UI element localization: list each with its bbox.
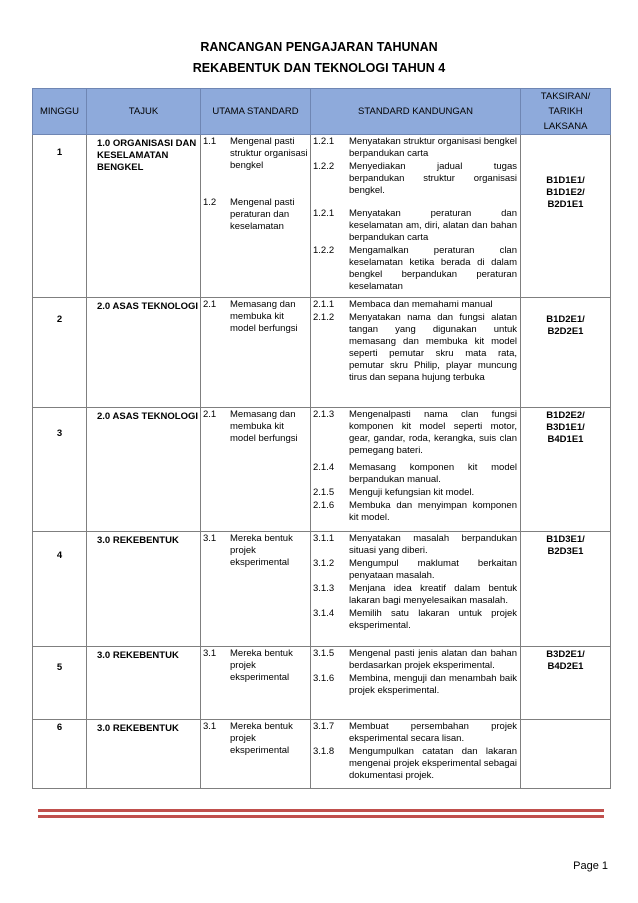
standard-number: 1.1 <box>203 136 217 147</box>
content-standard-cell <box>311 532 521 647</box>
table-row <box>33 408 611 532</box>
content-standard-number: 3.1.3 <box>313 583 335 594</box>
content-standard-text: Membuat persembahan projek eksperimental secara lisan. <box>349 721 517 744</box>
standard-text: Mengenal pasti struktur organisasi bengkel <box>230 136 308 171</box>
header-utama-standard: UTAMA STANDARD <box>201 89 311 135</box>
standard-item <box>201 135 310 172</box>
content-standard-text: Mengamalkan peraturan clan keselamatan ketika berada di dalam bengkel berpandukan peraturan keselamatan <box>349 245 517 292</box>
topic-cell: 3.0 REKEBENTUK <box>87 720 201 789</box>
content-standard-text: Mengenalpasti nama clan fungsi komponen kit model seperti motor, gear, gandar, roda, kerangka, suis clan pemegang bateri. <box>349 409 517 456</box>
footer-rule-bottom <box>38 815 604 818</box>
content-standard-item <box>311 311 520 384</box>
content-standard-number: 3.1.7 <box>313 721 335 732</box>
standard-text: Mereka bentuk projek eksperimental <box>230 648 293 683</box>
header-standard-kandungan: STANDARD KANDUNGAN <box>311 89 521 135</box>
content-standard-item <box>311 607 520 632</box>
standard-item <box>201 532 310 569</box>
assessment-cell <box>521 408 611 532</box>
content-standard-item <box>311 672 520 697</box>
content-standard-item <box>311 298 520 311</box>
standard-cell <box>201 720 311 789</box>
content-standard-number: 2.1.3 <box>313 409 335 420</box>
content-standard-cell <box>311 720 521 789</box>
week-cell: 5 <box>33 647 87 720</box>
content-standard-number: 3.1.1 <box>313 533 335 544</box>
week-cell: 4 <box>33 532 87 647</box>
content-standard-text: Menyatakan peraturan dan keselamatan am, diri, alatan dan bahan berpandukan carta <box>349 208 517 243</box>
assessment-code: B2D3E1 <box>547 546 584 557</box>
standard-cell <box>201 532 311 647</box>
content-standard-text: Mengumpul maklumat berkaitan penyataan masalah. <box>349 558 517 581</box>
standard-cell <box>201 408 311 532</box>
content-standard-text: Menyatakan nama dan fungsi alatan tangan yang digunakan untuk memasang dan membuka kit model seperti pemutar skru mata rata, pemutar skru Philip, playar muncung tirus dan sepana hujung terbuka <box>349 312 517 383</box>
content-standard-number: 2.1.6 <box>313 500 335 511</box>
week-cell: 1 <box>33 135 87 298</box>
assessment-code: B4D1E1 <box>547 434 584 445</box>
content-standard-item <box>311 720 520 745</box>
content-standard-item <box>311 207 520 244</box>
header-taksiran-line1: TAKSIRAN/ <box>540 91 591 102</box>
assessment-code: B1D2E1/ <box>546 314 585 325</box>
standard-text: Mereka bentuk projek eksperimental <box>230 533 293 568</box>
table-row <box>33 135 611 298</box>
standard-cell <box>201 135 311 298</box>
content-standard-text: Membuka dan menyimpan komponen kit model. <box>349 500 517 523</box>
week-cell: 3 <box>33 408 87 532</box>
assessment-cell <box>521 647 611 720</box>
standard-number: 2.1 <box>203 409 217 420</box>
content-standard-item <box>311 486 520 499</box>
content-standard-cell <box>311 298 521 408</box>
content-standard-text: Mengumpulkan catatan dan lakaran mengenai projek eksperimental sebagai dokumentasi projek. <box>349 746 517 781</box>
content-standard-number: 2.1.5 <box>313 487 335 498</box>
content-standard-item <box>311 160 520 197</box>
content-standard-number: 1.2.2 <box>313 161 335 172</box>
content-standard-number: 1.2.1 <box>313 136 335 147</box>
content-standard-text: Mengenal pasti jenis alatan dan bahan berdasarkan projek eksperimental. <box>349 648 517 671</box>
content-standard-number: 3.1.5 <box>313 648 335 659</box>
content-standard-item <box>311 244 520 293</box>
standard-item <box>201 298 310 335</box>
document-subtitle: REKABENTUK DAN TEKNOLOGI TAHUN 4 <box>192 61 446 75</box>
content-standard-number: 2.1.4 <box>313 462 335 473</box>
content-standard-cell <box>311 408 521 532</box>
standard-item <box>201 408 310 445</box>
standard-cell <box>201 298 311 408</box>
content-standard-number: 1.2.1 <box>313 208 335 219</box>
table-row <box>33 647 611 720</box>
content-standard-text: Memilih satu lakaran untuk projek eksperimental. <box>349 608 517 631</box>
standard-number: 2.1 <box>203 299 217 310</box>
content-standard-number: 3.1.8 <box>313 746 335 757</box>
content-standard-item <box>311 647 520 672</box>
standard-text: Memasang dan membuka kit model berfungsi <box>230 299 298 334</box>
assessment-cell <box>521 298 611 408</box>
standard-item <box>201 647 310 684</box>
content-standard-number: 2.1.1 <box>313 299 335 310</box>
assessment-code: B2D1E1 <box>547 199 584 210</box>
standard-number: 3.1 <box>203 721 217 732</box>
standard-text: Mengenal pasti peraturan dan keselamatan <box>230 197 295 232</box>
content-standard-item <box>311 499 520 524</box>
assessment-code: B3D2E1/ <box>546 649 585 660</box>
standard-item <box>201 720 310 757</box>
table-row <box>33 298 611 408</box>
topic-cell: 2.0 ASAS TEKNOLOGI <box>87 298 201 408</box>
content-standard-cell <box>311 647 521 720</box>
header-minggu: MINGGU <box>33 89 87 135</box>
table-row <box>33 532 611 647</box>
standard-text: Mereka bentuk projek eksperimental <box>230 721 293 756</box>
header-taksiran-line3: LAKSANA <box>543 121 588 132</box>
content-standard-text: Membina, menguji dan menambah baik projek eksperimental. <box>349 673 517 696</box>
content-standard-item <box>311 461 520 486</box>
content-standard-text: Menyatakan struktur organisasi bengkel berpandukan carta <box>349 136 517 159</box>
assessment-code: B1D1E2/ <box>546 187 585 198</box>
topic-cell: 3.0 REKEBENTUK <box>87 647 201 720</box>
content-standard-item <box>311 532 520 557</box>
standard-cell <box>201 647 311 720</box>
standard-number: 1.2 <box>203 197 217 208</box>
standard-number: 3.1 <box>203 533 217 544</box>
table-header-row <box>33 89 611 135</box>
assessment-cell <box>521 720 611 789</box>
standard-text: Memasang dan membuka kit model berfungsi <box>230 409 298 444</box>
document-title: RANCANGAN PENGAJARAN TAHUNAN <box>200 40 438 54</box>
content-standard-text: Memasang komponen kit model berpandukan manual. <box>349 462 517 485</box>
content-standard-text: Membaca dan memahami manual <box>349 299 493 310</box>
content-standard-cell <box>311 135 521 298</box>
teaching-plan-table <box>32 88 611 789</box>
header-tajuk: TAJUK <box>87 89 201 135</box>
content-standard-item <box>311 135 520 160</box>
week-cell: 2 <box>33 298 87 408</box>
standard-item <box>201 196 310 233</box>
topic-cell: 1.0 ORGANISASI DAN KESELAMATAN BENGKEL <box>87 135 201 298</box>
content-standard-item <box>311 745 520 782</box>
topic-cell: 3.0 REKEBENTUK <box>87 532 201 647</box>
content-standard-number: 3.1.4 <box>313 608 335 619</box>
week-cell: 6 <box>33 720 87 789</box>
page-number: Page 1 <box>573 860 608 872</box>
assessment-cell <box>521 135 611 298</box>
header-taksiran <box>521 89 611 135</box>
assessment-code: B3D1E1/ <box>546 422 585 433</box>
header-taksiran-line2: TARIKH <box>548 106 583 117</box>
topic-cell: 2.0 ASAS TEKNOLOGI <box>87 408 201 532</box>
assessment-code: B4D2E1 <box>547 661 584 672</box>
assessment-code: B1D2E2/ <box>546 410 585 421</box>
content-standard-text: Menyediakan jadual tugas berpandukan struktur organisasi bengkel. <box>349 161 517 196</box>
table-row <box>33 720 611 789</box>
assessment-code: B1D1E1/ <box>546 175 585 186</box>
content-standard-number: 2.1.2 <box>313 312 335 323</box>
content-standard-item <box>311 408 520 457</box>
content-standard-item <box>311 582 520 607</box>
assessment-cell <box>521 532 611 647</box>
assessment-code: B2D2E1 <box>547 326 584 337</box>
content-standard-text: Menjana idea kreatif dalam bentuk lakaran bagi menyelesaikan masalah. <box>349 583 517 606</box>
footer-rule-top <box>38 809 604 812</box>
content-standard-number: 3.1.6 <box>313 673 335 684</box>
content-standard-text: Menguji kefungsian kit model. <box>349 487 475 498</box>
standard-number: 3.1 <box>203 648 217 659</box>
content-standard-text: Menyatakan masalah berpandukan situasi yang diberi. <box>349 533 517 556</box>
content-standard-item <box>311 557 520 582</box>
content-standard-number: 3.1.2 <box>313 558 335 569</box>
assessment-code: B1D3E1/ <box>546 534 585 545</box>
content-standard-number: 1.2.2 <box>313 245 335 256</box>
